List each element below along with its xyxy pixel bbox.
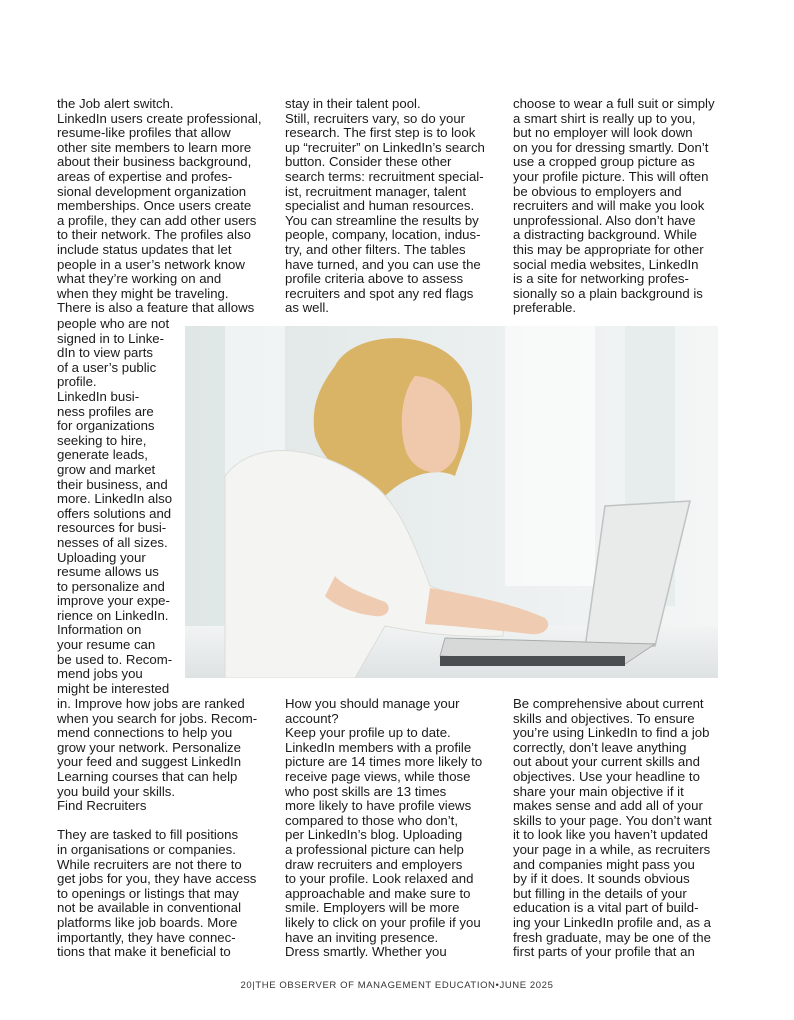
article-photo	[185, 326, 718, 678]
text-line: when you search for jobs. Recom-	[57, 710, 258, 726]
footer-separator: |	[252, 980, 256, 991]
text-line: tions that make it beneficial to	[57, 944, 231, 960]
text-line: about their business background,	[57, 154, 252, 170]
text-line: but no employer will look down	[513, 125, 693, 141]
text-line: social media websites, LinkedIn	[513, 256, 699, 272]
text-line: rience on LinkedIn.	[57, 607, 169, 623]
issue-date: JUNE 2025	[499, 980, 554, 991]
text-line: ness profiles are	[57, 403, 154, 419]
text-line: receive page views, while those	[285, 768, 471, 784]
text-line: generate leads,	[57, 447, 148, 463]
column-middle-bottom	[285, 697, 495, 960]
text-line: have turned, and you can use the	[285, 256, 481, 272]
text-line: resources for busi-	[57, 520, 167, 536]
text-line: people in a user’s network know	[57, 256, 245, 272]
text-line: smile. Employers will be more	[285, 900, 460, 916]
text-line: research. The first step is to look	[285, 125, 476, 141]
text-line: on you for dressing smartly. Don’t	[513, 139, 709, 155]
text-line: a professional picture can help	[285, 841, 464, 857]
text-line: include status updates that let	[57, 241, 232, 257]
text-line: out about your current skills and	[513, 754, 700, 770]
text-line: people, company, location, indus-	[285, 227, 481, 243]
text-line: your page in a while, as recruiters	[513, 841, 711, 857]
text-line: offers solutions and	[57, 505, 172, 521]
text-line: this may be appropriate for other	[513, 241, 704, 257]
text-line: recruiters and spot any red flags	[285, 285, 474, 301]
text-line: share your main objective if it	[513, 783, 684, 799]
text-line: might be interested	[57, 680, 170, 696]
text-line: seeking to hire,	[57, 432, 147, 448]
text-line: LinkedIn members with a profile	[285, 739, 472, 755]
text-line: choose to wear a full suit or simply	[513, 96, 715, 111]
text-line: Still, recruiters vary, so do your	[285, 110, 466, 126]
page-number: 20	[240, 980, 253, 991]
text-line: approachable and make sure to	[285, 885, 471, 901]
text-line: grow and market	[57, 461, 156, 477]
text-line: in. Improve how jobs are ranked	[57, 696, 245, 711]
text-line: picture are 14 times more likely to	[285, 754, 483, 770]
text-line: memberships. Once users create	[57, 198, 252, 214]
text-line: account?	[285, 710, 339, 726]
text-line: Keep your profile up to date.	[285, 725, 451, 741]
column-left-top	[57, 97, 262, 316]
text-line: be used to. Recom-	[57, 651, 173, 667]
column-left-narrow	[57, 317, 182, 696]
text-line: stay in their talent pool.	[285, 96, 421, 111]
text-line: in organisations or companies.	[57, 841, 236, 857]
text-line: your resume can	[57, 637, 156, 653]
text-line: a distracting background. While	[513, 227, 697, 243]
text-line: a smart shirt is really up to you,	[513, 110, 696, 126]
text-line: people who are not	[57, 316, 170, 331]
text-line: up “recruiter” on LinkedIn’s search	[285, 139, 485, 155]
text-line: Dress smartly. Whether you	[285, 944, 447, 960]
text-line: to their network. The profiles also	[57, 227, 252, 243]
text-line: areas of expertise and profes-	[57, 168, 233, 184]
text-line: ist, recruitment manager, talent	[285, 183, 467, 199]
text-line: for organizations	[57, 418, 155, 434]
text-line: improve your expe-	[57, 593, 170, 609]
text-line: preferable.	[513, 300, 577, 316]
text-line: grow your network. Personalize	[57, 739, 241, 755]
text-line: draw recruiters and employers	[285, 856, 463, 872]
text-line: LinkedIn users create professional,	[57, 110, 262, 126]
text-line: dIn to view parts	[57, 345, 154, 361]
text-line: be obvious to employers and	[513, 183, 682, 199]
text-line: search terms: recruitment special-	[285, 168, 484, 184]
text-line: first parts of your profile that an	[513, 944, 695, 960]
text-line: profile.	[57, 374, 97, 390]
text-line: How you should manage your	[285, 696, 460, 711]
text-line: makes sense and add all of your	[513, 798, 703, 814]
text-line: not be available in conventional	[57, 900, 242, 916]
text-line: While recruiters are not there to	[57, 856, 242, 872]
text-line: it to look like you haven’t updated	[513, 827, 709, 843]
text-line: ing your LinkedIn profile and, as a	[513, 914, 711, 930]
text-line: objectives. Use your headline to	[513, 768, 700, 784]
text-line: They are tasked to fill positions	[57, 827, 239, 843]
text-line: specialist and human resources.	[285, 198, 475, 214]
text-line: sional development organization	[57, 183, 247, 199]
text-line: your profile picture. This will often	[513, 168, 709, 184]
text-line: education is a vital part of build-	[513, 900, 699, 916]
page-footer	[0, 980, 794, 991]
woman-at-laptop-illustration	[185, 326, 718, 678]
publication-name: THE OBSERVER OF MANAGEMENT EDUCATION	[255, 980, 496, 991]
text-line: your feed and suggest LinkedIn	[57, 754, 242, 770]
text-line: when they might be traveling.	[57, 285, 229, 301]
column-right-top	[513, 97, 723, 316]
text-line: You can streamline the results by	[285, 212, 479, 228]
text-line: profile criteria above to assess	[285, 271, 464, 287]
text-line: use a cropped group picture as	[513, 154, 695, 170]
text-line: a profile, they can add other users	[57, 212, 257, 228]
text-line: button. Consider these other	[285, 154, 452, 170]
text-line: mend connections to help you	[57, 725, 233, 741]
text-line: what they’re working on and	[57, 271, 222, 287]
text-line: their business, and	[57, 476, 168, 492]
text-line: unprofessional. Also don’t have	[513, 212, 696, 228]
text-line: you’re using LinkedIn to find a job	[513, 725, 710, 741]
text-line: resume-like profiles that allow	[57, 125, 231, 141]
text-line: is a site for networking profes-	[513, 271, 689, 287]
text-line	[57, 814, 262, 829]
text-line: correctly, don’t leave anything	[513, 739, 687, 755]
text-line: Information on	[57, 622, 142, 638]
text-line: of a user’s public	[57, 359, 157, 375]
text-line: more. LinkedIn also	[57, 491, 173, 507]
text-line: Be comprehensive about current	[513, 696, 704, 711]
text-line: platforms like job boards. More	[57, 914, 238, 930]
column-left-bottom	[57, 697, 262, 960]
text-line: skills and objectives. To ensure	[513, 710, 695, 726]
text-line: more likely to have profile views	[285, 798, 472, 814]
text-line: nesses of all sizes.	[57, 534, 168, 550]
text-line: as well.	[285, 300, 329, 316]
text-line: resume allows us	[57, 564, 159, 580]
text-line: likely to click on your profile if you	[285, 914, 481, 930]
text-line: sionally so a plain background is	[513, 285, 703, 301]
text-line: other site members to learn more	[57, 139, 252, 155]
text-line: try, and other filters. The tables	[285, 241, 466, 257]
text-line: fresh graduate, may be one of the	[513, 929, 711, 945]
text-line: Learning courses that can help	[57, 768, 238, 784]
text-line: but filling in the details of your	[513, 885, 687, 901]
text-line: the Job alert switch.	[57, 96, 174, 111]
text-line: you build your skills.	[57, 783, 176, 799]
column-right-bottom	[513, 697, 723, 960]
text-line: and companies might pass you	[513, 856, 695, 872]
text-line: importantly, they have connec-	[57, 929, 236, 945]
text-line: to openings or listings that may	[57, 885, 239, 901]
text-line: to personalize and	[57, 578, 165, 594]
text-line: have an inviting presence.	[285, 929, 439, 945]
text-line: get jobs for you, they have access	[57, 871, 257, 887]
text-line: recruiters and will make you look	[513, 198, 705, 214]
text-line: who post skills are 13 times	[285, 783, 447, 799]
column-middle-top	[285, 97, 495, 316]
text-line: There is also a feature that allows	[57, 300, 255, 316]
text-line: compared to those who don’t,	[285, 812, 459, 828]
text-line: signed in to Linke-	[57, 330, 165, 346]
text-line: LinkedIn busi-	[57, 388, 140, 404]
text-line: Uploading your	[57, 549, 146, 565]
text-line: per LinkedIn’s blog. Uploading	[285, 827, 463, 843]
text-line: mend jobs you	[57, 666, 143, 682]
footer-dot: •	[495, 980, 500, 991]
text-line: by if it does. It sounds obvious	[513, 871, 690, 887]
text-line: to your profile. Look relaxed and	[285, 871, 474, 887]
text-line: Find Recruiters	[57, 798, 147, 814]
text-line: skills to your page. You don’t want	[513, 812, 712, 828]
